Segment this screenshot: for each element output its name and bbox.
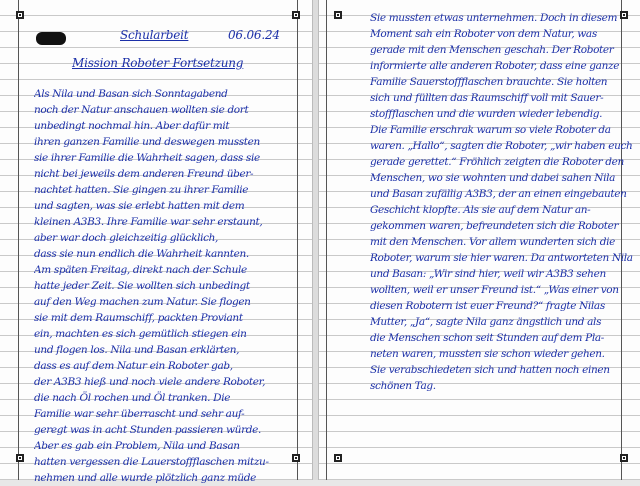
header-title: Schularbeit <box>120 28 189 42</box>
handwritten-line: gekommen waren, befreundeten sich die Roboter <box>370 220 619 232</box>
handwritten-line: kleinen A3B3. Ihre Familie war sehr erstaunt, <box>34 216 263 228</box>
document-title: Mission Roboter Fortsetzung <box>72 56 244 70</box>
right-gutter-line <box>326 0 327 480</box>
handwritten-line: Familie war sehr überrascht und sehr auf- <box>34 408 245 420</box>
handwritten-line: die nach Öl rochen und Öl tranken. Die <box>34 392 231 404</box>
handwritten-line: sie mit dem Raumschiff, packten Proviant <box>34 312 243 324</box>
handwritten-line: hatten vergessen die Lauerstoffflaschen mitzu- <box>34 456 269 468</box>
square-hole-icon <box>334 11 342 19</box>
handwritten-line: hatte jeder Zeit. Sie wollten sich unbedingt <box>34 280 250 292</box>
handwritten-line: Menschen, wo sie wohnten und dabei sahen Nila <box>370 172 616 184</box>
handwritten-line: informierte alle anderen Roboter, dass eine ganze <box>370 60 620 72</box>
handwritten-line: die Menschen schon seit Stunden auf dem Pla- <box>370 332 604 344</box>
handwritten-line: mit den Menschen. Vor allem wunderten sich die <box>370 236 616 248</box>
handwritten-line: geregt was in acht Stunden passieren würde. <box>34 424 261 436</box>
redaction-bar <box>36 32 66 45</box>
handwritten-line: nachtet hatten. Sie gingen zu ihrer Familie <box>34 184 249 196</box>
handwritten-line: Mutter, „Ja“, sagte Nila ganz ängstlich und als <box>370 316 602 328</box>
handwritten-line: neten waren, mussten sie schon wieder gehen. <box>370 348 605 360</box>
handwritten-line: Roboter, warum sie hier waren. Da antworteten Nila <box>370 252 633 264</box>
handwritten-line: auf den Weg machen zum Natur. Sie flogen <box>34 296 251 308</box>
handwritten-line: aber war doch gleichzeitig glücklich, <box>34 232 219 244</box>
square-hole-icon <box>620 454 628 462</box>
handwritten-line: waren. „Hallo“, sagten die Roboter, „wir haben euch <box>370 140 633 152</box>
handwritten-line: nicht bei jeweils dem anderen Freund über- <box>34 168 254 180</box>
handwritten-line: gerade mit den Menschen geschah. Der Roboter <box>370 44 614 56</box>
handwritten-line: diesen Robotern ist euer Freund?“ fragte Nilas <box>370 300 605 312</box>
handwritten-line: Geschicht klopfte. Als sie auf dem Natur an- <box>370 204 591 216</box>
handwritten-line: sich und füllten das Raumschiff voll mit Sauer- <box>370 92 604 104</box>
handwritten-line: schönen Tag. <box>370 380 436 392</box>
handwritten-line: Moment sah ein Roboter von dem Natur, was <box>370 28 597 40</box>
square-hole-icon <box>16 11 24 19</box>
handwritten-line: der A3B3 hieß und noch viele andere Roboter, <box>34 376 266 388</box>
handwritten-line: Die Familie erschrak warum so viele Roboter da <box>370 124 611 136</box>
handwritten-line: wollten, weil er unser Freund ist.“ „Was einer von <box>370 284 619 296</box>
handwritten-line: stoffflaschen und die wurden wieder lebendig. <box>370 108 603 120</box>
square-hole-icon <box>334 454 342 462</box>
right-page-text <box>370 10 634 394</box>
handwritten-line: Als Nila und Basan sich Sonntagabend <box>34 88 228 100</box>
handwritten-line: Sie mussten etwas unternehmen. Doch in diesem <box>370 12 618 24</box>
handwritten-line: Sie verabschiedeten sich und hatten noch einen <box>370 364 610 376</box>
left-margin-line <box>18 0 19 480</box>
handwritten-line: sie ihrer Familie die Wahrheit sagen, dass sie <box>34 152 260 164</box>
handwritten-line: Familie Sauerstoffflaschen brauchte. Sie holten <box>370 76 608 88</box>
handwritten-line: ein, machten es sich gemütlich stiegen ein <box>34 328 247 340</box>
handwritten-line: dass sie nun endlich die Wahrheit kannten. <box>34 248 249 260</box>
handwritten-line: dass es auf dem Natur ein Roboter gab, <box>34 360 233 372</box>
handwritten-line: unbedingt nochmal hin. Aber dafür mit <box>34 120 230 132</box>
handwritten-line: nehmen und alle wurde plötzlich ganz müde <box>34 472 256 484</box>
handwritten-line: Aber es gab ein Problem, Nila und Basan <box>34 440 240 452</box>
square-hole-icon <box>16 454 24 462</box>
handwritten-line: und flogen los. Nila und Basan erklärten, <box>34 344 240 356</box>
handwritten-line: und Basan zufällig A3B3, der an einen eingebauten <box>370 188 627 200</box>
handwritten-line: und Basan: „Wir sind hier, weil wir A3B3 sehen <box>370 268 606 280</box>
handwritten-line: Am späten Freitag, direkt nach der Schule <box>34 264 247 276</box>
square-hole-icon <box>292 11 300 19</box>
handwritten-line: noch der Natur anschauen wollten sie dort <box>34 104 249 116</box>
handwritten-line: ihren ganzen Familie und deswegen mussten <box>34 136 260 148</box>
handwritten-line: und sagten, was sie erlebt hatten mit dem <box>34 200 245 212</box>
left-page-text <box>34 86 310 486</box>
header-date: 06.06.24 <box>228 28 280 42</box>
handwritten-line: gerade gerettet.“ Fröhlich zeigten die Roboter den <box>370 156 624 168</box>
